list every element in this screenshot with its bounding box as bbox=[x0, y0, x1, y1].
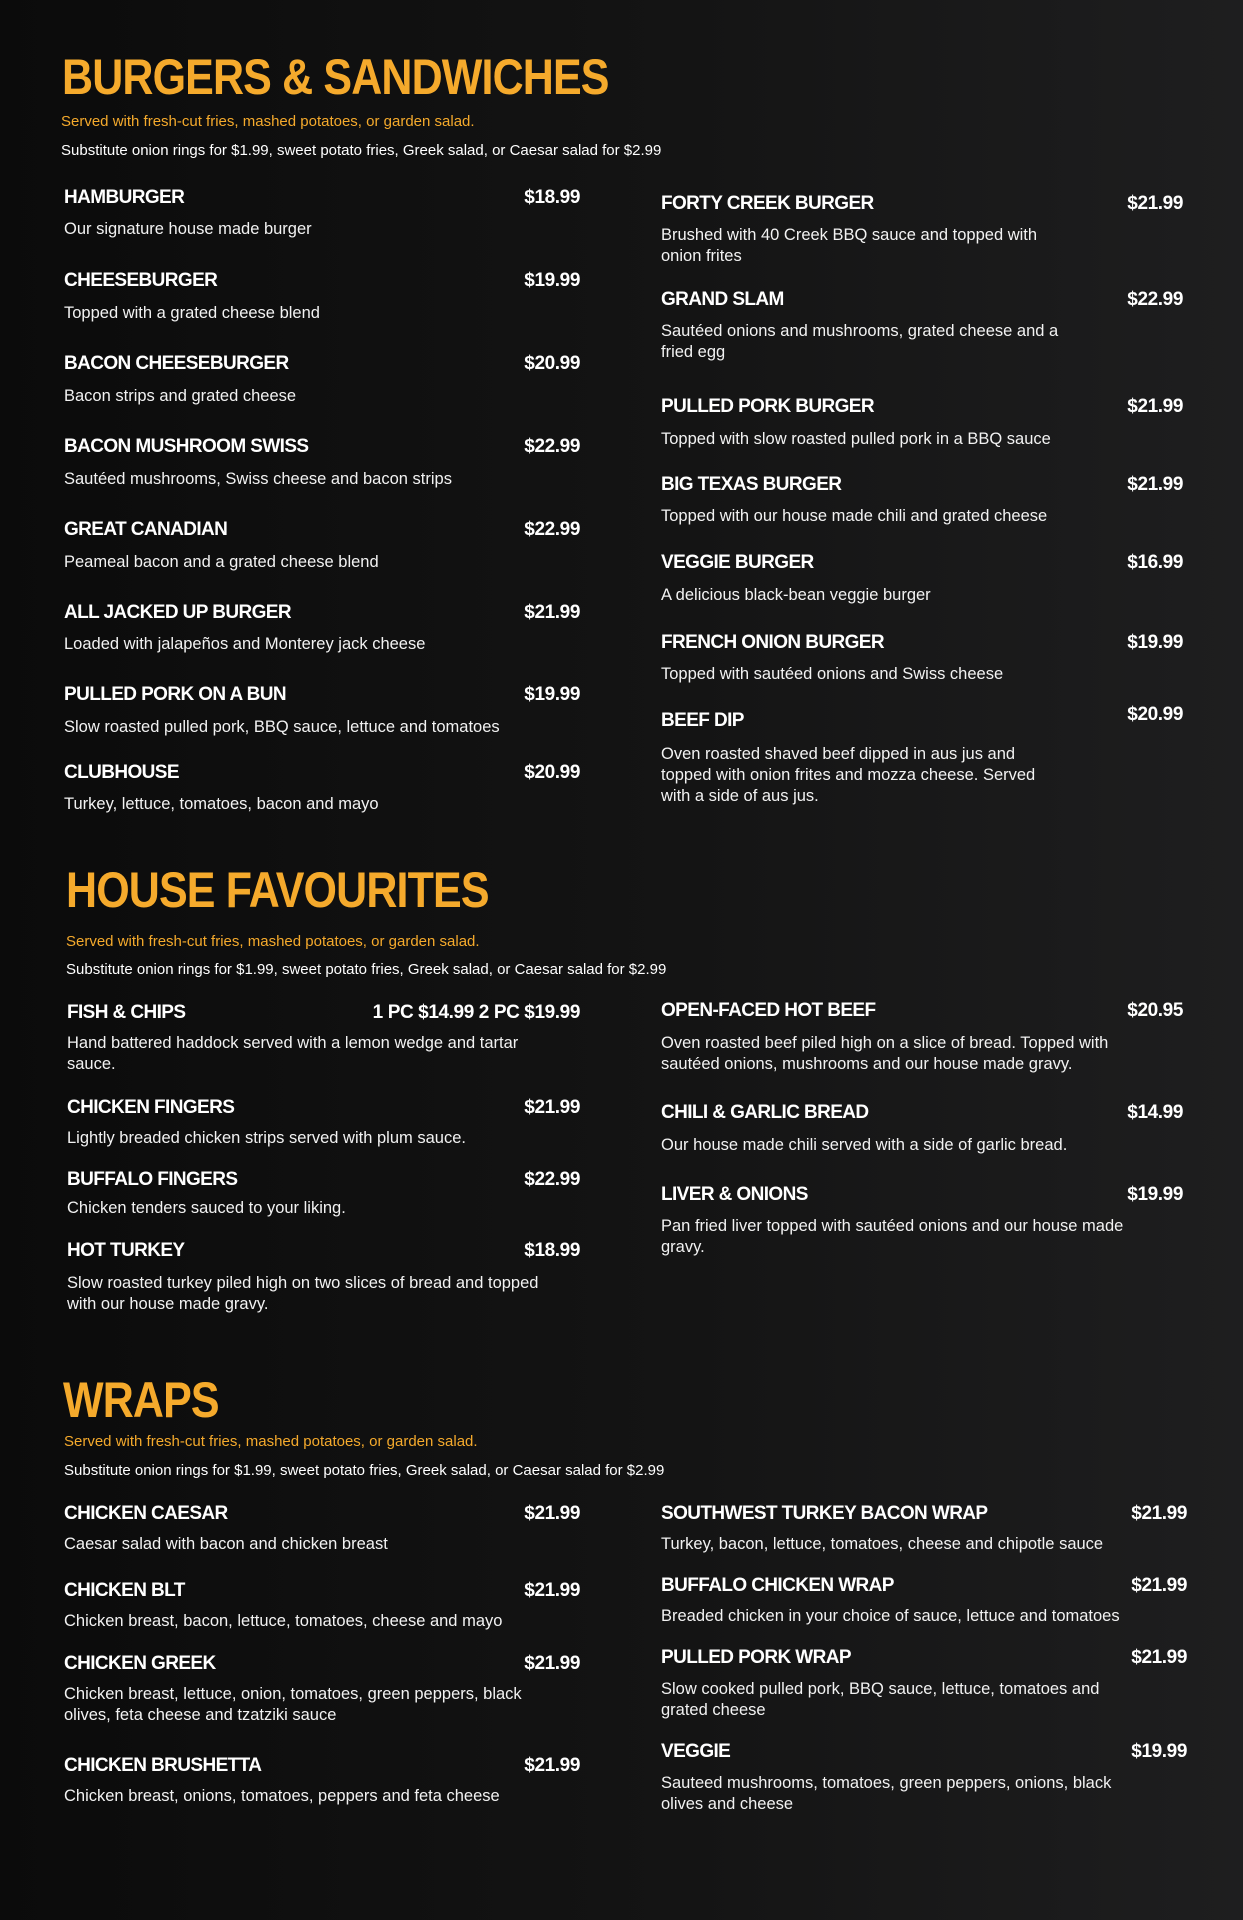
item-name: PULLED PORK BURGER bbox=[661, 396, 874, 417]
sides-note: Served with fresh-cut fries, mashed potatoes, or garden salad. bbox=[64, 1433, 478, 1450]
item-price: $21.99 bbox=[524, 602, 580, 623]
item-name: VEGGIE bbox=[661, 1741, 731, 1762]
sides-note: Served with fresh-cut fries, mashed potatoes, or garden salad. bbox=[61, 113, 475, 130]
item-description: Slow cooked pulled pork, BBQ sauce, lettuce, tomatoes and grated cheese bbox=[661, 1680, 1100, 1719]
item-name: CHICKEN BLT bbox=[64, 1580, 185, 1601]
item-name: CHICKEN CAESAR bbox=[64, 1503, 228, 1524]
menu-item bbox=[661, 704, 1183, 805]
item-description: Sautéed mushrooms, Swiss cheese and bacon strips bbox=[64, 470, 452, 488]
item-price: $21.99 bbox=[524, 1755, 580, 1776]
item-description: Topped with a grated cheese blend bbox=[64, 304, 320, 322]
menu-item bbox=[64, 353, 580, 443]
item-price: $21.99 bbox=[1131, 1575, 1187, 1596]
item-name: BIG TEXAS BURGER bbox=[661, 474, 842, 495]
item-price: $22.99 bbox=[524, 1169, 580, 1190]
item-description: Slow roasted turkey piled high on two slices of bread and topped with our house made gravy. bbox=[67, 1274, 539, 1313]
item-price: $20.99 bbox=[524, 353, 580, 374]
menu-item bbox=[661, 396, 1183, 486]
menu-item bbox=[67, 1240, 580, 1330]
item-name: PULLED PORK ON A BUN bbox=[64, 684, 286, 705]
item-name: CLUBHOUSE bbox=[64, 762, 179, 783]
item-price: $21.99 bbox=[524, 1653, 580, 1674]
item-name: HAMBURGER bbox=[64, 187, 185, 208]
menu-item bbox=[661, 1647, 1187, 1737]
item-name: OPEN-FACED HOT BEEF bbox=[661, 1000, 876, 1021]
item-description: Bacon strips and grated cheese bbox=[64, 387, 297, 405]
item-price: $22.99 bbox=[524, 519, 580, 540]
item-name: CHICKEN FINGERS bbox=[67, 1097, 235, 1118]
substitute-note: Substitute onion rings for $1.99, sweet potato fries, Greek salad, or Caesar salad for $2.99 bbox=[61, 142, 662, 159]
item-name: BACON CHEESEBURGER bbox=[64, 353, 289, 374]
item-description: Hand battered haddock served with a lemon wedge and tartar sauce. bbox=[67, 1034, 519, 1073]
item-price: $21.99 bbox=[1127, 474, 1183, 495]
item-description: A delicious black-bean veggie burger bbox=[661, 586, 931, 604]
item-name: FISH & CHIPS bbox=[67, 1002, 186, 1023]
item-description: Oven roasted shaved beef dipped in aus jus and topped with onion frites and mozza cheese. Served with a side of aus jus. bbox=[661, 745, 1036, 805]
item-price: $22.99 bbox=[1127, 289, 1183, 310]
item-price: $19.99 bbox=[1127, 1184, 1183, 1205]
menu-item bbox=[661, 1000, 1183, 1090]
menu-item bbox=[64, 762, 580, 852]
item-name: CHEESEBURGER bbox=[64, 270, 218, 291]
item-description: Our house made chili served with a side of garlic bread. bbox=[661, 1136, 1068, 1154]
item-description: Our signature house made burger bbox=[64, 220, 312, 238]
item-price: $21.99 bbox=[1127, 193, 1183, 214]
item-price: $19.99 bbox=[1127, 632, 1183, 653]
item-name: ALL JACKED UP BURGER bbox=[64, 602, 291, 623]
item-price: $18.99 bbox=[524, 187, 580, 208]
item-price: $16.99 bbox=[1127, 552, 1183, 573]
item-name: GRAND SLAM bbox=[661, 289, 784, 310]
item-price: $22.99 bbox=[524, 436, 580, 457]
section-title: BURGERS & SANDWICHES bbox=[62, 49, 609, 105]
item-price: $21.99 bbox=[1131, 1503, 1187, 1524]
item-description: Lightly breaded chicken strips served with plum sauce. bbox=[67, 1129, 466, 1147]
item-name: FORTY CREEK BURGER bbox=[661, 193, 874, 214]
substitute-note: Substitute onion rings for $1.99, sweet potato fries, Greek salad, or Caesar salad for $2.99 bbox=[64, 1462, 665, 1479]
item-description: Chicken tenders sauced to your liking. bbox=[67, 1199, 346, 1217]
menu-item bbox=[661, 552, 1183, 642]
menu-item bbox=[64, 684, 580, 774]
item-name: CHICKEN BRUSHETTA bbox=[64, 1755, 262, 1776]
item-description: Breaded chicken in your choice of sauce, lettuce and tomatoes bbox=[661, 1607, 1120, 1625]
item-price: $19.99 bbox=[524, 684, 580, 705]
item-description: Chicken breast, bacon, lettuce, tomatoes, cheese and mayo bbox=[64, 1612, 503, 1630]
item-name: BUFFALO FINGERS bbox=[67, 1169, 238, 1190]
item-price: $19.99 bbox=[524, 270, 580, 291]
item-name: BEEF DIP bbox=[661, 710, 744, 731]
menu-item bbox=[64, 270, 580, 360]
menu-item bbox=[661, 632, 1183, 722]
menu-item bbox=[64, 519, 580, 609]
item-description: Pan fried liver topped with sautéed onions and our house made gravy. bbox=[661, 1217, 1124, 1256]
item-price: $14.99 bbox=[1127, 1102, 1183, 1123]
section-title: HOUSE FAVOURITES bbox=[66, 862, 489, 918]
item-description: Chicken breast, onions, tomatoes, peppers and feta cheese bbox=[64, 1787, 500, 1805]
item-description: Slow roasted pulled pork, BBQ sauce, lettuce and tomatoes bbox=[64, 718, 500, 736]
menu-item bbox=[64, 436, 580, 526]
item-description: Topped with sautéed onions and Swiss cheese bbox=[661, 665, 1004, 683]
menu-item bbox=[64, 1755, 580, 1845]
sides-note: Served with fresh-cut fries, mashed potatoes, or garden salad. bbox=[66, 933, 480, 950]
item-name: VEGGIE BURGER bbox=[661, 552, 814, 573]
item-price: $21.99 bbox=[524, 1097, 580, 1118]
item-price: $20.95 bbox=[1127, 1000, 1183, 1021]
item-price: $21.99 bbox=[524, 1580, 580, 1601]
item-description: Topped with slow roasted pulled pork in a BBQ sauce bbox=[661, 430, 1051, 448]
menu-item bbox=[661, 1102, 1183, 1192]
menu-item bbox=[661, 193, 1183, 283]
substitute-note: Substitute onion rings for $1.99, sweet potato fries, Greek salad, or Caesar salad for $2.99 bbox=[66, 961, 667, 978]
menu-item bbox=[64, 602, 580, 692]
menu-item bbox=[67, 1002, 580, 1092]
item-description: Loaded with jalapeños and Monterey jack cheese bbox=[64, 635, 426, 653]
item-price: $20.99 bbox=[1127, 704, 1183, 725]
item-name: PULLED PORK WRAP bbox=[661, 1647, 851, 1668]
item-name: FRENCH ONION BURGER bbox=[661, 632, 884, 653]
item-description: Sautéed onions and mushrooms, grated cheese and a fried egg bbox=[661, 322, 1059, 361]
item-price: $21.99 bbox=[524, 1503, 580, 1524]
item-price: $21.99 bbox=[1127, 396, 1183, 417]
item-price: 1 PC $14.99 2 PC $19.99 bbox=[372, 1002, 580, 1023]
item-name: CHICKEN GREEK bbox=[64, 1653, 216, 1674]
menu-item bbox=[661, 474, 1183, 564]
item-name: LIVER & ONIONS bbox=[661, 1184, 808, 1205]
item-description: Turkey, lettuce, tomatoes, bacon and mayo bbox=[64, 795, 379, 813]
menu-item bbox=[661, 1184, 1183, 1274]
item-price: $21.99 bbox=[1131, 1647, 1187, 1668]
item-price: $20.99 bbox=[524, 762, 580, 783]
menu-item bbox=[64, 1653, 580, 1743]
item-description: Peameal bacon and a grated cheese blend bbox=[64, 553, 379, 571]
section-title: WRAPS bbox=[63, 1372, 219, 1428]
item-name: BACON MUSHROOM SWISS bbox=[64, 436, 309, 457]
item-description: Brushed with 40 Creek BBQ sauce and topped with onion frites bbox=[661, 226, 1038, 265]
item-description: Sauteed mushrooms, tomatoes, green peppers, onions, black olives and cheese bbox=[661, 1774, 1112, 1813]
item-description: Caesar salad with bacon and chicken breast bbox=[64, 1535, 388, 1553]
item-description: Chicken breast, lettuce, onion, tomatoes, green peppers, black olives, feta cheese and tzatziki sauce bbox=[64, 1685, 522, 1724]
item-description: Topped with our house made chili and grated cheese bbox=[661, 507, 1048, 525]
item-price: $18.99 bbox=[524, 1240, 580, 1261]
menu-item bbox=[661, 1741, 1187, 1831]
menu-item bbox=[661, 289, 1183, 379]
menu-item bbox=[64, 187, 580, 277]
item-description: Oven roasted beef piled high on a slice of bread. Topped with sautéed onions, mushrooms and our house made gravy. bbox=[661, 1034, 1109, 1073]
item-name: GREAT CANADIAN bbox=[64, 519, 228, 540]
item-name: SOUTHWEST TURKEY BACON WRAP bbox=[661, 1503, 988, 1524]
item-price: $19.99 bbox=[1131, 1741, 1187, 1762]
item-name: HOT TURKEY bbox=[67, 1240, 185, 1261]
item-name: BUFFALO CHICKEN WRAP bbox=[661, 1575, 894, 1596]
item-description: Turkey, bacon, lettuce, tomatoes, cheese and chipotle sauce bbox=[661, 1535, 1104, 1553]
item-name: CHILI & GARLIC BREAD bbox=[661, 1102, 869, 1123]
